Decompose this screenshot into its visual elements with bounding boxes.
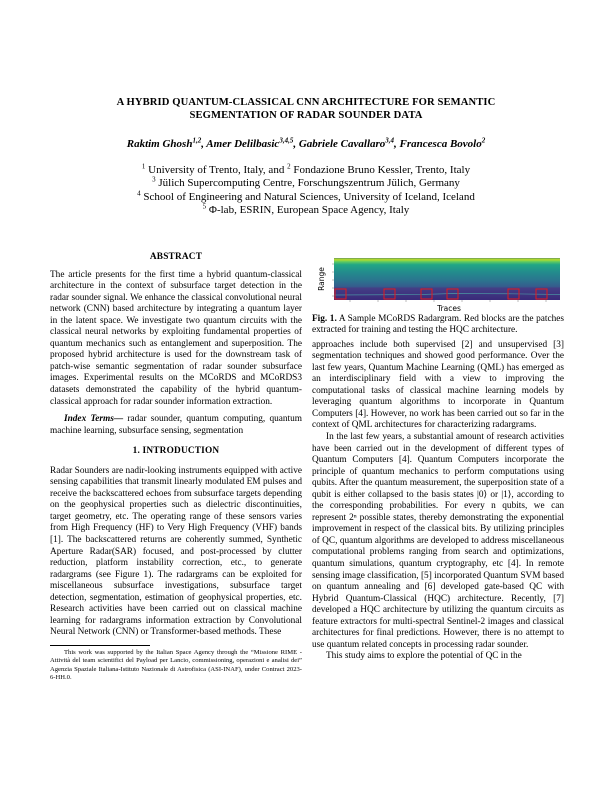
affiliation: $^1$ University of Trento, Italy, and $^2$ Fondazione Bruno Kessler, Trento, Italy bbox=[141, 162, 471, 176]
abstract-text: The article presents for the first time a hybrid quantum-classical architecture in the context of subsurface target detection in the radar sounder signal. We enhance the classical convolutional neural network (CNN) based architecture by integrating a quantum layer in the latent space. We investigate two quantum circuits with the classical neural networks by exploiting fundamental properties of quantum mechanics such as entanglement and superposition. The proposed hybrid architecture is used for the downstream task of patch-wise semantic segmentation of radar sounder subsurface images. Experimental results on the MCoRDS and MCoRDS3 datasets demonstrated the capability of the hybrid quantum-classical approach for radar sounder information extraction. bbox=[50, 269, 302, 407]
index-terms bbox=[50, 414, 302, 437]
introduction-paragraph-3: In the last few years, a substantial amount of research activities have been carried out in the development of different types of Quantum Computers [4]. Quantum Computers incorporate the principle of quantum mechanics to perform computations using qubits. After the quantum measurement, the superposition state of a qubit is either collapsed to the basis states |0⟩ or |1⟩, according to the corresponding probabilities. For every n qubits, we can represent 2ⁿ possible states, thereby demonstrating the exponential improvement in respect of the classical bits. By utilizing principles of QC, quantum algorithms are developed to address miscellaneous computational problems ranging from search and optimizations, quantum simulations, quantum cryptography, etc [4]. In remote sensing image classification, [5] incorporated Quantum SVM based on quantum annealing and [6] developed gate-based QC with Hybrid Quantum-Classical (HQC) architecture. Recently, [7] developed a HQC architecture by utilizing the quantum circuits as feature extractors for multi-spectral Sentinel-2 images and classical architectures for final predictions. However, there is no attempt to use quantum related concepts in processing radar sounder. bbox=[312, 431, 564, 650]
introduction-paragraph-4: This study aims to explore the potential of QC in the bbox=[326, 651, 522, 662]
paper-title bbox=[60, 96, 552, 122]
radargram-image bbox=[312, 250, 564, 312]
figure-1 bbox=[312, 250, 564, 312]
x-axis bbox=[350, 300, 546, 302]
introduction-heading: 1. INTRODUCTION bbox=[132, 446, 220, 457]
abstract-heading: ABSTRACT bbox=[149, 252, 203, 262]
author-list bbox=[40, 138, 572, 151]
author: Amer Delilbasic$^{3,4,5}$, bbox=[206, 136, 299, 150]
affiliation: $^3$ Jülich Supercomputing Centre, Forschungszentrum Jülich, Germany bbox=[152, 175, 460, 190]
introduction-paragraph-1: Radar Sounders are nadir-looking instruments equipped with active sensing capabilities that transmit linearly modulated EM pulses and receive the backscattered echoes from subsurface targets depending on the geophysical properties such as dielectric discontinuities, target geometry, etc. The operating range of these sensors varies from High Frequency (HF) to Very High Frequency (VHF) bands [1]. The backscattered returns are coherently summed, Synthetic Aperture Radar(SAR) focused, and post-processed by clutter reduction, platform instability correction, etc., to generate radargrams (see Figure 1). The radargrams can be exploited for miscellaneous subsurface investigations, subsurface target detection, segmentation, estimation of geophysical properties, etc. Research activities have been carried out on classical machine learning for radargrams information extraction by Convolutional Neural Network (CNN) or Transformer-based methods. These bbox=[50, 465, 302, 638]
index-terms-text: radar sounder, quantum computing, quantum machine learning, subsurface sensing, segmentation bbox=[50, 414, 302, 436]
figure-1-caption: Fig. 1. A Sample MCoRDS Radargram. Red blocks are the patches extracted for training and testing the HQC architecture. bbox=[312, 314, 564, 336]
affiliation: $^4$ School of Engineering and Natural Sciences, University of Iceland, Iceland bbox=[137, 189, 475, 203]
left-column bbox=[50, 252, 302, 682]
paper-title-line-2: SEGMENTATION OF RADAR SOUNDER DATA bbox=[189, 110, 423, 121]
x-axis-label: Traces bbox=[437, 304, 461, 312]
author: Raktim Ghosh$^{1,2}$, bbox=[126, 136, 207, 150]
y-axis bbox=[332, 264, 334, 296]
author: Gabriele Cavallaro$^{3,4}$, bbox=[298, 136, 400, 150]
figure-1-label: Fig. 1. bbox=[312, 314, 337, 324]
y-axis-label: Range bbox=[317, 267, 326, 291]
affiliation: $^5$ Φ-lab, ESRIN, European Space Agency, Italy bbox=[202, 202, 410, 217]
footnote-divider bbox=[50, 645, 150, 646]
affiliation-list bbox=[40, 164, 572, 218]
introduction-paragraph-2: approaches include both supervised [2] and unsupervised [3] segmentation techniques and showed good performance. Over the last few years, Quantum Machine Learning (QML) has emerged as an interdisciplinary field with a view to improving the computational tasks of classical machine learning models by leveraging quantum algorithms to incorporate in Quantum Computers [4]. However, no work has been carried out so far in the context of QML architectures for characterizing radargrams. bbox=[312, 339, 564, 431]
footnote: This work was supported by the Italian Space Agency through the “Missione RIME - Attività del team scientifici del Payload per Lancio, commissioning, operazioni e analisi dei” Agenzia Spaziale Italiana-Istituto Nazionale di Astrofisica (ASI-INAF), under Contract 2023-6-HH.0. bbox=[50, 648, 302, 681]
index-terms-label: Index Terms— bbox=[64, 414, 124, 425]
paper-title-line-1: A HYBRID QUANTUM-CLASSICAL CNN ARCHITECTURE FOR SEMANTIC bbox=[116, 97, 496, 108]
right-column bbox=[312, 250, 564, 663]
author: Francesca Bovolo$^2$ bbox=[399, 136, 486, 150]
